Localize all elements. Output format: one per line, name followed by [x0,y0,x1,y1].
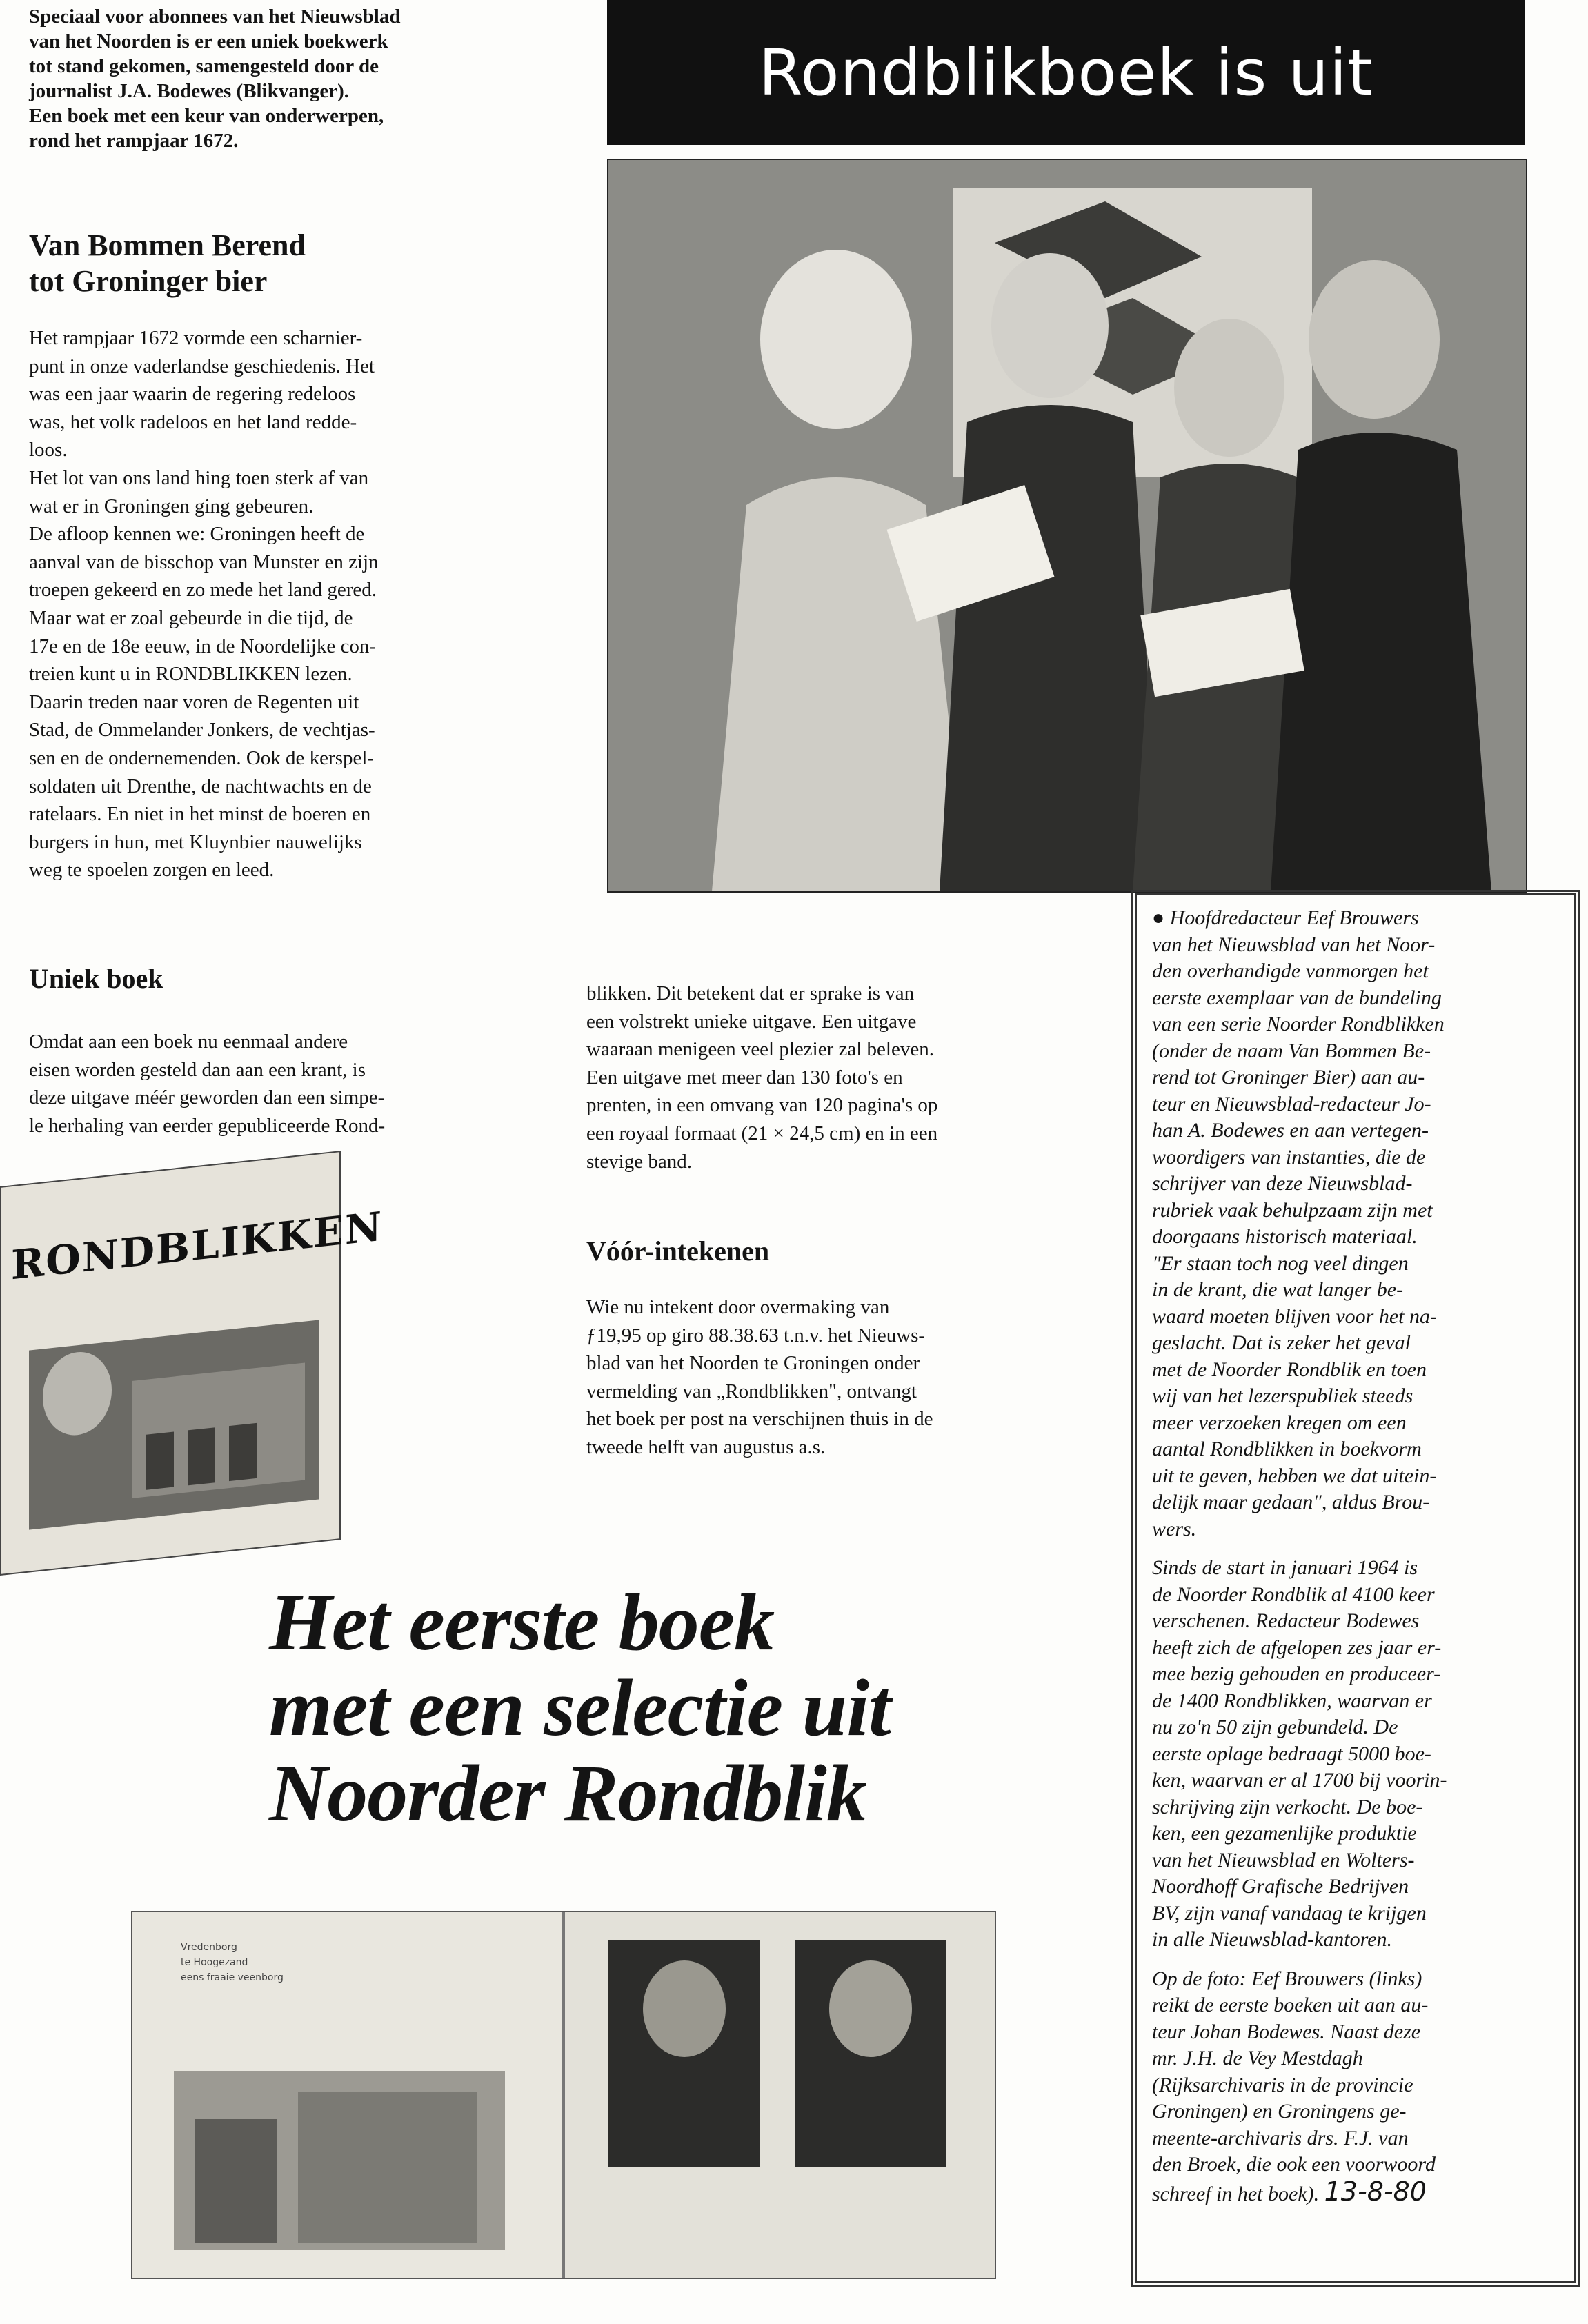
banner-title [607,0,1525,145]
section-uniek-boek [29,962,536,995]
feature-headline [269,1577,1118,1838]
caption-line: heeft zich de afgelopen zes jaar er- [1152,1636,1442,1659]
book-cover-title: RONDBLIKKEN [11,1202,384,1289]
heading-line: Van Bommen Berend [29,228,306,262]
spread-caption-line: Vredenborg [181,1942,237,1953]
body-line: was een jaar waarin de regering redeloos [29,383,356,406]
body-line: punt in onze vaderlandse geschiedenis. Het [29,355,375,377]
caption-line: schrijver van deze Nieuwsblad- [1152,1172,1413,1195]
caption-line: van het Nieuwsblad van het Noor- [1152,933,1436,956]
caption-paragraph [1152,1966,1559,2208]
caption-line: han A. Bodewes en aan vertegen- [1152,1119,1429,1142]
caption-line: eerste oplage bedraagt 5000 boe- [1152,1742,1431,1765]
section-body [586,1293,1111,1462]
headline-line: Noorder Rondblik [269,1748,866,1838]
body-line: deze uitgave méér geworden dan een simpe- [29,1086,385,1109]
body-line: troepen gekeerd en zo mede het land gered. [29,579,377,602]
group-photo-illustration [608,160,1526,891]
caption-paragraph [1152,905,1559,1542]
body-line: een volstrekt unieke uitgave. Een uitgave [586,1010,917,1033]
bullet-icon: ● [1152,906,1165,929]
caption-line: (Rijksarchivaris in de provincie [1152,2073,1413,2096]
body-line: sen en de ondernemenden. Ook de kerspel- [29,746,375,769]
intro-line: Speciaal voor abonnees van het Nieuwsblad [29,6,401,28]
caption-line: nu zo'n 50 zijn gebundeld. De [1152,1716,1398,1738]
caption-line: Op de foto: Eef Brouwers (links) [1152,1967,1422,1990]
caption-line: rend tot Groninger Bier) aan au- [1152,1066,1425,1089]
body-line: Een uitgave met meer dan 130 foto's en [586,1066,903,1089]
caption-line: Groningen) en Groningens ge- [1152,2100,1407,2123]
body-line: Het rampjaar 1672 vormde een scharnier- [29,327,363,349]
caption-line: woordigers van instanties, die de [1152,1145,1426,1169]
section-van-bommen-berend [29,228,536,299]
caption-line: mr. J.H. de Vey Mestdagh [1152,2047,1363,2069]
body-line: ratelaars. En niet in het minst de boeren en [29,803,371,826]
section-voor-intekenen [586,1235,1111,1268]
caption-line: schreef in het boek). [1152,2182,1320,2205]
body-line: weg te spoelen zorgen en leed. [29,859,275,882]
caption-line: wij van het lezerspubliek steeds [1152,1384,1413,1407]
caption-line: uit te geven, hebben we dat uitein- [1152,1464,1437,1487]
handwritten-date: 13-8-80 [1324,2176,1427,2207]
body-line: ƒ19,95 op giro 88.38.63 t.n.v. het Nieuws- [586,1324,926,1347]
caption-paragraph [1152,1555,1559,1954]
caption-line: in alle Nieuwsblad-kantoren. [1152,1928,1393,1951]
caption-line: geslacht. Dat is zeker het geval [1152,1331,1411,1354]
caption-line: den overhandigde vanmorgen het [1152,960,1429,982]
spread-caption [181,1940,284,1985]
caption-line: rubriek vaak behulpzaam zijn met [1152,1198,1433,1222]
section-heading [29,228,536,299]
body-line: wat er in Groningen ging gebeuren. [29,495,314,517]
section-heading: Uniek boek [29,963,163,994]
spread-caption-line: te Hoogezand [181,1957,248,1968]
caption-line: van een serie Noorder Rondblikken [1152,1013,1445,1035]
body-line: aanval van de bisschop van Munster en zijn [29,550,379,573]
body-line: Omdat aan een boek nu eenmaal andere [29,1031,348,1053]
caption-line: de Noorder Rondblik al 4100 keer [1152,1582,1435,1606]
body-line: Wie nu intekent door overmaking van [586,1296,890,1318]
intro-line: van het Noorden is er een uniek boekwerk [29,30,388,52]
caption-line: meer verzoeken kregen om een [1152,1411,1407,1434]
body-line: le herhaling van eerder gepubliceerde Rond- [29,1114,386,1137]
caption-line: teur en Nieuwsblad-redacteur Jo- [1152,1092,1431,1115]
caption-line: doorgaans historisch materiaal. [1152,1225,1418,1248]
caption-line: meente-archivaris drs. F.J. van [1152,2126,1409,2149]
caption-line: BV, zijn vanaf vandaag te krijgen [1152,1901,1427,1925]
intro-line: rond het rampjaar 1672. [29,130,239,152]
caption-line: aantal Rondblikken in boekvorm [1152,1438,1422,1460]
caption-line: den Broek, die ook een voorwoord [1152,2153,1436,2176]
intro-line: tot stand gekomen, samengesteld door de [29,55,379,77]
caption-line: reikt de eerste boeken uit aan au- [1152,1994,1429,2016]
headline-text [269,1577,1118,1838]
book-cover-image [0,1151,384,1576]
caption-line: Noordhoff Grafische Bedrijven [1152,1875,1409,1898]
body-line: het boek per post na verschijnen thuis in de [586,1408,933,1431]
caption-line: Sinds de start in januari 1964 is [1152,1556,1418,1579]
caption-line: ken, een gezamenlijke produktie [1152,1822,1417,1845]
caption-line: (onder de naam Van Bommen Be- [1152,1039,1431,1062]
body-line: was, het volk radeloos en het land redde- [29,410,357,433]
heading-line: tot Groninger bier [29,264,268,298]
intro-paragraph [29,4,536,153]
body-line: waaraan menigeen veel plezier zal beleven. [586,1038,934,1061]
body-line: blad van het Noorden te Groningen onder [586,1352,920,1375]
caption-line: eerste exemplaar van de bundeling [1152,986,1442,1009]
spread-caption-line: eens fraaie veenborg [181,1972,284,1983]
caption-line: delijk maar gedaan", aldus Brou- [1152,1491,1430,1513]
body-line: Het lot van ons land hing toen sterk af van [29,466,369,489]
caption-line: in de krant, die wat langer be- [1152,1278,1404,1301]
caption-line: ken, waarvan er al 1700 bij voorin- [1152,1769,1447,1791]
caption-text [1152,905,1559,2207]
section-heading: Vóór-intekenen [586,1235,770,1267]
intro-line: Een boek met een keur van onderwerpen, [29,105,384,127]
caption-line: mee bezig gehouden en produceer- [1152,1662,1441,1685]
caption-line: van het Nieuwsblad en Wolters- [1152,1848,1415,1871]
book-spread-image [131,1911,996,2279]
body-line: Daarin treden naar voren de Regenten uit [29,691,359,713]
caption-line: teur Johan Bodewes. Naast deze [1152,2020,1421,2043]
caption-line: "Er staan toch nog veel dingen [1152,1251,1409,1275]
caption-line: Hoofdredacteur Eef Brouwers [1169,906,1419,929]
body-line: loos. [29,439,68,461]
body-line: soldaten uit Drenthe, de nachtwachts en de [29,775,372,797]
caption-line: waard moeten blijven voor het na- [1152,1304,1437,1328]
body-line: 17e en de 18e eeuw, in de Noordelijke con- [29,635,377,657]
section-body [29,1028,536,1140]
body-line: blikken. Dit betekent dat er sprake is van [586,982,915,1004]
body-line: een royaal formaat (21 × 24,5 cm) en in een [586,1122,938,1144]
caption-line: verschenen. Redacteur Bodewes [1152,1609,1420,1632]
body-line: vermelding van „Rondblikken", ontvangt [586,1380,917,1402]
caption-line: wers. [1152,1517,1197,1540]
body-line: burgers in hun, met Kluynbier nauwelijks [29,831,362,853]
headline-line: met een selectie uit [269,1662,891,1753]
caption-line: met de Noorder Rondblik en toen [1152,1358,1427,1381]
book-cover-illustration [1,1152,339,1574]
body-line: Maar wat er zoal gebeurde in die tijd, de [29,606,353,629]
caption-line: de 1400 Rondblikken, waarvan er [1152,1689,1432,1712]
body-line: stevige band. [586,1150,693,1173]
middle-column-body [586,980,1111,1175]
intro-line: journalist J.A. Bodewes (Blikvanger). [29,80,349,102]
body-line: treien kunt u in RONDBLIKKEN lezen. [29,663,353,686]
caption-line: schrijving zijn verkocht. De boe- [1152,1795,1423,1818]
section-body [29,324,536,884]
main-photo [607,159,1527,893]
photo-caption-box [1131,890,1580,2287]
headline-line: Het eerste boek [269,1577,775,1667]
body-line: prenten, in een omvang van 120 pagina's op [586,1094,938,1117]
body-line: De afloop kennen we: Groningen heeft de [29,523,365,546]
body-line: eisen worden gesteld dan aan een krant, is [29,1058,366,1081]
body-line: Stad, de Ommelander Jonkers, de vechtjas- [29,719,375,742]
banner-title-text: Rondblikboek is uit [758,35,1373,110]
body-line: tweede helft van augustus a.s. [586,1436,826,1458]
